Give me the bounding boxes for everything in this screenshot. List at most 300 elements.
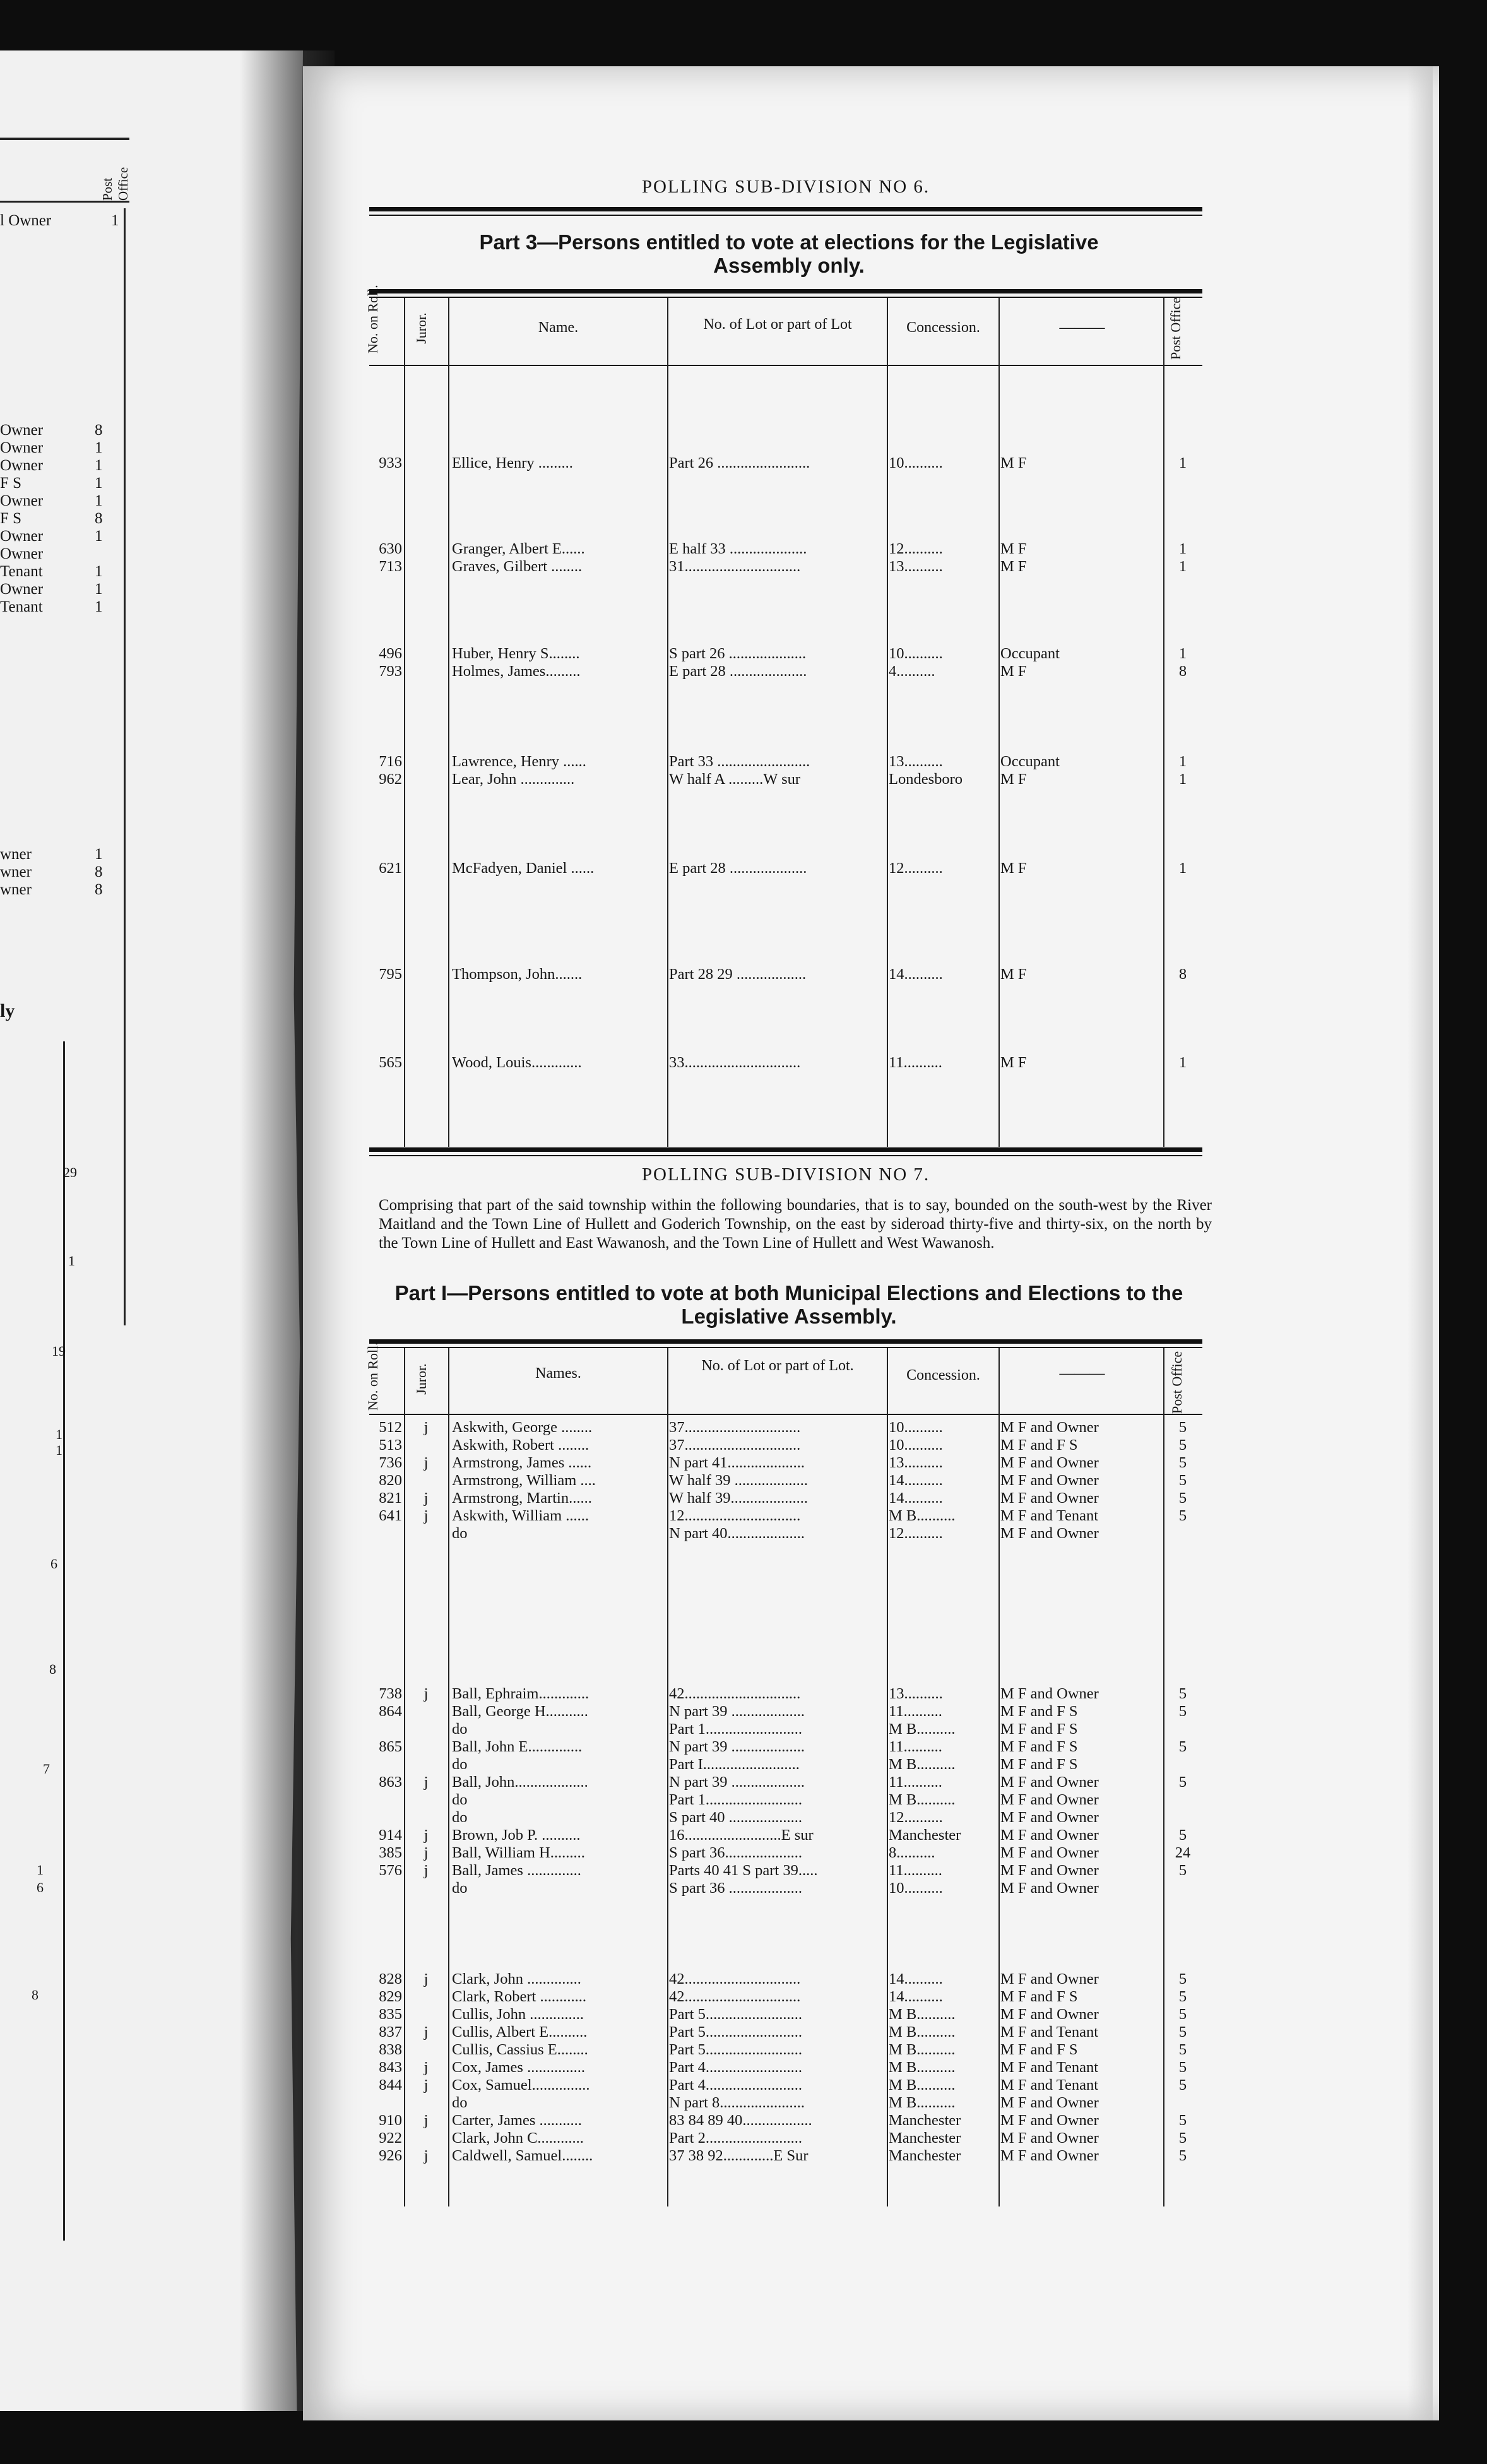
section7-column-line [998, 1348, 1000, 2206]
section7-row-lot: Part 4......................... [669, 2059, 802, 2076]
section7-row-qual: M F and Owner [1000, 2094, 1099, 2111]
section7-row-concession: 11.......... [889, 1774, 942, 1791]
section6-col-lot-header: No. of Lot or part of Lot [703, 316, 852, 333]
section7-column-line [1163, 1348, 1164, 2206]
section7-row-qual: M F and Owner [1000, 1774, 1099, 1791]
section7-column-header-rule [369, 1414, 1202, 1415]
section7-row-name: Ball, James .............. [452, 1862, 581, 1879]
section7-row-juror: j [424, 2112, 429, 2129]
section6-row-concession: 4.......... [889, 663, 935, 680]
section7-row-name: Clark, John .............. [452, 1970, 581, 1987]
section7-row-roll: 844 [379, 2076, 402, 2094]
section7-row-po: 5 [1178, 2147, 1187, 2164]
section6-row-concession: 13.......... [889, 753, 943, 770]
section7-row-po: 5 [1178, 1827, 1187, 1844]
section7-row-lot: 16.........................E sur [669, 1827, 814, 1844]
section7-row-name: do [452, 2094, 468, 2111]
section7-row-name: Askwith, George ........ [452, 1419, 593, 1436]
section6-row-lot: Part 26 ........................ [669, 454, 810, 471]
section6-row-po: 8 [1178, 966, 1187, 983]
section6-header-rule [369, 289, 1202, 293]
section6-row-roll: 793 [379, 663, 402, 680]
section7-row-juror: j [424, 1454, 429, 1471]
left-page-margin-number: 19 [52, 1343, 66, 1359]
section7-row-qual: M F and Owner [1000, 1472, 1099, 1489]
section7-col-qualification-header: ——— [1059, 1365, 1105, 1382]
section7-row-juror: j [424, 1774, 429, 1791]
section7-row-lot: N part 39 ................... [669, 1774, 805, 1791]
section7-row-po: 5 [1178, 1436, 1187, 1454]
left-page-row-po: 8 [95, 422, 103, 439]
section6-top-rule [369, 207, 1202, 211]
left-page-row-po: 1 [95, 581, 103, 598]
section7-row-concession: 10.......... [889, 1436, 943, 1454]
section7-row-roll: 863 [379, 1774, 402, 1791]
section6-column-line [1163, 298, 1164, 1147]
section7-row-qual: M F and Tenant [1000, 1507, 1099, 1524]
section6-row-po: 1 [1178, 645, 1187, 662]
section6-col-roll-header: No. on Roll. [365, 285, 381, 353]
section7-row-juror: j [424, 2059, 429, 2076]
section7-row-qual: M F and Owner [1000, 1862, 1099, 1879]
section6-row-roll: 716 [379, 753, 402, 770]
left-page-row-type: Owner [0, 581, 44, 598]
section7-row-lot: Part 4......................... [669, 2076, 802, 2094]
section7-row-po: 5 [1178, 2112, 1187, 2129]
section7-col-name-header: Names. [535, 1365, 581, 1382]
section6-row-qual: Occupant [1000, 645, 1060, 662]
section7-row-qual: M F and Owner [1000, 1880, 1099, 1897]
left-page-row-po: 8 [95, 863, 103, 880]
section6-col-concession-header: Concession. [906, 319, 980, 336]
section7-row-po: 5 [1178, 1685, 1187, 1702]
section7-row-po: 5 [1178, 1703, 1187, 1720]
left-page-margin-number: 6 [37, 1880, 44, 1895]
section6-header-rule-thin [369, 297, 1202, 298]
section7-row-qual: M F and F S [1000, 1738, 1078, 1755]
left-page-row-type: wner [0, 881, 32, 898]
section6-row-roll: 933 [379, 454, 402, 471]
section7-row-po: 24 [1175, 1844, 1191, 1861]
section7-col-roll-header: No. on Roll. [365, 1342, 381, 1411]
section6-bottom-rule-thin [369, 1155, 1202, 1156]
section7-row-lot: 83 84 89 40.................. [669, 2112, 812, 2129]
section6-row-concession: 13.......... [889, 558, 943, 575]
left-page-margin-number: 7 [43, 1761, 50, 1777]
section7-row-concession: 14.......... [889, 1970, 943, 1987]
section7-row-po: 5 [1178, 1862, 1187, 1879]
section7-row-concession: M B.......... [889, 2076, 956, 2094]
section6-row-concession: 10.......... [889, 454, 943, 471]
section6-row-name: Huber, Henry S........ [452, 645, 580, 662]
section7-row-juror: j [424, 1419, 429, 1436]
section7-row-juror: j [424, 1490, 429, 1507]
section7-column-line [448, 1348, 449, 2206]
section7-row-qual: M F and Owner [1000, 2147, 1099, 2164]
section7-row-name: Cox, James ............... [452, 2059, 585, 2076]
section7-row-lot: S part 36 ................... [669, 1880, 802, 1897]
section7-row-qual: M F and Owner [1000, 1827, 1099, 1844]
section7-row-qual: M F and F S [1000, 1756, 1078, 1773]
section7-row-roll: 864 [379, 1703, 402, 1720]
section6-row-roll: 713 [379, 558, 402, 575]
left-page-row-po: 1 [95, 598, 103, 615]
left-page-rule [0, 138, 129, 140]
section7-row-juror: j [424, 1827, 429, 1844]
section7-row-roll: 641 [379, 1507, 402, 1524]
section7-row-concession: 13.......... [889, 1685, 943, 1702]
section7-row-qual: M F and Owner [1000, 1970, 1099, 1987]
left-page-post-office-header: Post Office [100, 167, 131, 201]
left-page-rule [0, 201, 129, 203]
section7-header-rule [369, 1339, 1202, 1344]
section7-row-name: Cox, Samuel............... [452, 2076, 590, 2094]
section7-row-name: Cullis, Albert E.......... [452, 2023, 588, 2040]
section7-row-name: Ball, John................... [452, 1774, 588, 1791]
section7-column-line [404, 1348, 405, 2206]
section7-row-concession: M B.......... [889, 2041, 956, 2058]
left-page-row-type: Owner [0, 528, 44, 545]
section7-row-qual: M F and Tenant [1000, 2059, 1099, 2076]
section7-row-roll: 926 [379, 2147, 402, 2164]
section7-row-name: do [452, 1791, 468, 1808]
left-page-row-type: Owner [0, 422, 44, 439]
section7-row-lot: 12.............................. [669, 1507, 801, 1524]
section7-row-lot: Part 1......................... [669, 1791, 802, 1808]
section7-row-po: 5 [1178, 1738, 1187, 1755]
section7-row-qual: M F and F S [1000, 2041, 1078, 2058]
section7-row-concession: M B.......... [889, 2023, 956, 2040]
section7-row-qual: M F and Owner [1000, 2129, 1099, 2147]
section7-row-name: Askwith, Robert ........ [452, 1436, 589, 1454]
left-page-row-type: Owner [0, 457, 44, 474]
section6-row-qual: M F [1000, 860, 1027, 877]
section7-row-roll: 512 [379, 1419, 402, 1436]
section7-row-qual: M F and F S [1000, 1721, 1078, 1738]
section7-row-lot: Part 2......................... [669, 2129, 802, 2147]
section6-column-line [998, 298, 1000, 1147]
section7-row-qual: M F and Owner [1000, 1791, 1099, 1808]
section7-row-qual: M F and Owner [1000, 1809, 1099, 1826]
section7-row-concession: 12.......... [889, 1525, 943, 1542]
section6-row-qual: M F [1000, 540, 1027, 557]
section6-col-post-office-header: Post Office [1168, 297, 1183, 360]
section7-row-concession: 12.......... [889, 1809, 943, 1826]
section7-row-lot: S part 40 ................... [669, 1809, 802, 1826]
section7-row-name: Caldwell, Samuel........ [452, 2147, 593, 2164]
left-page-row-po: 1 [95, 563, 103, 580]
left-page-row-po: 8 [95, 510, 103, 527]
section7-row-qual: M F and Owner [1000, 1525, 1099, 1542]
section7-row-roll: 922 [379, 2129, 402, 2147]
left-page-row-type: Owner [0, 439, 44, 456]
section7-row-concession: Manchester [889, 2147, 961, 2164]
section6-title: POLLING SUB-DIVISION NO 6. [641, 177, 930, 197]
section7-row-name: Brown, Job P. .......... [452, 1827, 581, 1844]
section6-column-header-rule [369, 365, 1202, 366]
section7-row-qual: M F and F S [1000, 1988, 1078, 2005]
left-page-row-type: l Owner [0, 212, 52, 229]
section6-row-qual: M F [1000, 966, 1027, 983]
section7-row-lot: W half 39.................... [669, 1490, 809, 1507]
section7-row-concession: M B.......... [889, 2059, 956, 2076]
section7-row-lot: Part 5......................... [669, 2006, 802, 2023]
section7-row-name: Cullis, John .............. [452, 2006, 584, 2023]
section7-row-concession: Manchester [889, 2129, 961, 2147]
section7-row-lot: 37.............................. [669, 1419, 801, 1436]
section6-row-po: 1 [1178, 540, 1187, 557]
section6-row-lot: 31.............................. [669, 558, 801, 575]
section7-row-po: 5 [1178, 1988, 1187, 2005]
left-page-margin-number: 8 [32, 1987, 39, 2003]
section6-row-concession: 10.......... [889, 645, 943, 662]
section7-row-po: 5 [1178, 1472, 1187, 1489]
section7-row-concession: Manchester [889, 2112, 961, 2129]
section6-row-lot: E part 28 .................... [669, 860, 807, 877]
section7-row-juror: j [424, 2023, 429, 2040]
section7-row-qual: M F and Owner [1000, 1454, 1099, 1471]
section6-row-name: Graves, Gilbert ........ [452, 558, 583, 575]
left-page-row-type: Tenant [0, 563, 43, 580]
section6-row-name: Wood, Louis............. [452, 1054, 582, 1071]
section6-row-name: Granger, Albert E...... [452, 540, 585, 557]
section7-row-lot: Part 5......................... [669, 2023, 802, 2040]
section7-row-juror: j [424, 1970, 429, 1987]
section7-row-lot: N part 41.................... [669, 1454, 805, 1471]
section7-row-roll: 910 [379, 2112, 402, 2129]
section7-row-name: Ball, George H........... [452, 1703, 588, 1720]
section7-row-name: do [452, 1525, 468, 1542]
left-page-row-type: wner [0, 846, 32, 863]
section7-row-qual: M F and Owner [1000, 1685, 1099, 1702]
section7-row-lot: S part 36.................... [669, 1844, 802, 1861]
section7-row-name: Ball, John E.............. [452, 1738, 583, 1755]
section6-row-lot: 33.............................. [669, 1054, 801, 1071]
section7-part-heading: Part I—Persons entitled to vote at both Municipal Elections and Elections to the Legislative Assembly. [394, 1281, 1183, 1328]
section7-row-name: Clark, Robert ............ [452, 1988, 586, 2005]
section7-row-name: Ball, William H......... [452, 1844, 585, 1861]
section7-row-lot: 42.............................. [669, 1988, 801, 2005]
section7-row-concession: Manchester [889, 1827, 961, 1844]
section7-title: POLLING SUB-DIVISION NO 7. [641, 1164, 930, 1185]
section6-row-lot: W half A .........W sur [669, 771, 801, 788]
section7-row-name: Askwith, William ...... [452, 1507, 589, 1524]
section7-row-roll: 736 [379, 1454, 402, 1471]
left-page-row-type: wner [0, 863, 32, 880]
section7-row-lot: N part 8...................... [669, 2094, 805, 2111]
section7-row-lot: Part I......................... [669, 1756, 800, 1773]
section7-row-concession: M B.......... [889, 1756, 956, 1773]
section6-row-concession: 12.......... [889, 860, 943, 877]
section7-row-po: 5 [1178, 1774, 1187, 1791]
section7-row-roll: 837 [379, 2023, 402, 2040]
section7-row-concession: 14.......... [889, 1490, 943, 1507]
section7-row-lot: 37 38 92.............E Sur [669, 2147, 809, 2164]
section7-row-qual: M F and F S [1000, 1703, 1078, 1720]
section7-row-lot: W half 39 ................... [669, 1472, 809, 1489]
section7-row-concession: M B.......... [889, 2094, 956, 2111]
section7-row-lot: Part 5......................... [669, 2041, 802, 2058]
section7-column-line [667, 1348, 668, 2206]
section6-row-roll: 565 [379, 1054, 402, 1071]
left-page-row-type: F S [0, 475, 22, 492]
section6-col-name-header: Name. [538, 319, 579, 336]
left-page-margin-number: 1 [68, 1253, 75, 1269]
left-page-row-po: 1 [95, 846, 103, 863]
section7-row-qual: M F and Owner [1000, 1844, 1099, 1861]
section6-row-qual: M F [1000, 558, 1027, 575]
section7-row-roll: 835 [379, 2006, 402, 2023]
section7-row-juror: j [424, 1507, 429, 1524]
section6-row-po: 1 [1178, 558, 1187, 575]
section7-row-roll: 385 [379, 1844, 402, 1861]
section7-row-lot: 42.............................. [669, 1685, 801, 1702]
section7-row-concession: 14.......... [889, 1472, 943, 1489]
section7-row-po: 5 [1178, 2059, 1187, 2076]
section7-row-name: Clark, John C............ [452, 2129, 584, 2147]
section7-row-lot: N part 40.................... [669, 1525, 805, 1542]
section7-row-lot: 42.............................. [669, 1970, 801, 1987]
section7-row-concession: M B.......... [889, 1507, 956, 1524]
section6-row-name: Thompson, John....... [452, 966, 583, 983]
section6-row-name: McFadyen, Daniel ...... [452, 860, 595, 877]
section6-row-concession: 11.......... [889, 1054, 942, 1071]
section6-row-qual: M F [1000, 771, 1027, 788]
section6-row-concession: 12.......... [889, 540, 943, 557]
section6-row-concession: 14.......... [889, 966, 943, 983]
section6-row-po: 1 [1178, 753, 1187, 770]
section7-row-qual: M F and Owner [1000, 2006, 1099, 2023]
left-page-row-type: Owner [0, 492, 44, 509]
section7-row-name: do [452, 1809, 468, 1826]
left-page-margin-number: 29 [63, 1164, 77, 1180]
section7-row-name: do [452, 1721, 468, 1738]
left-page-row-po: 1 [95, 475, 103, 492]
section7-row-po: 5 [1178, 1454, 1187, 1471]
section7-row-concession: 11.......... [889, 1862, 942, 1879]
page-edge [1407, 66, 1433, 2420]
section7-column-line [887, 1348, 888, 2206]
section7-row-qual: M F and F S [1000, 1436, 1078, 1454]
section7-header-rule-thin [369, 1347, 1202, 1348]
left-page-margin-number: 6 [50, 1556, 57, 1572]
section6-row-name: Ellice, Henry ......... [452, 454, 573, 471]
section7-row-juror: j [424, 1844, 429, 1861]
section7-row-concession: 13.......... [889, 1454, 943, 1471]
section7-row-juror: j [424, 2147, 429, 2164]
section7-row-roll: 820 [379, 1472, 402, 1489]
section7-row-name: Armstrong, Martin...... [452, 1490, 592, 1507]
section7-row-qual: M F and Tenant [1000, 2076, 1099, 2094]
section7-row-roll: 821 [379, 1490, 402, 1507]
section7-row-name: do [452, 1880, 468, 1897]
section7-col-lot-header: No. of Lot or part of Lot. [701, 1358, 854, 1374]
section6-row-name: Holmes, James......... [452, 663, 581, 680]
section6-row-qual: M F [1000, 454, 1027, 471]
section7-row-concession: 10.......... [889, 1419, 943, 1436]
section7-row-concession: 10.......... [889, 1880, 943, 1897]
section7-row-qual: M F and Owner [1000, 2112, 1099, 2129]
section7-row-lot: N part 39 ................... [669, 1738, 805, 1755]
section7-row-po: 5 [1178, 1970, 1187, 1987]
section7-row-name: Cullis, Cassius E........ [452, 2041, 588, 2058]
section7-row-qual: M F and Owner [1000, 1419, 1099, 1436]
section6-column-line [887, 298, 888, 1147]
left-page-row-type: F S [0, 510, 22, 527]
section6-row-roll: 496 [379, 645, 402, 662]
section7-row-concession: 14.......... [889, 1988, 943, 2005]
section6-top-rule-thin [369, 215, 1202, 216]
left-page-row-type: Owner [0, 545, 44, 562]
section6-row-lot: Part 33 ........................ [669, 753, 810, 770]
section7-col-concession-header: Concession. [906, 1367, 980, 1383]
section6-row-po: 1 [1178, 454, 1187, 471]
section7-row-roll: 738 [379, 1685, 402, 1702]
section6-column-line [448, 298, 449, 1147]
left-page-margin-number: 8 [49, 1661, 56, 1677]
section7-row-roll: 576 [379, 1862, 402, 1879]
section6-row-po: 1 [1178, 771, 1187, 788]
section6-row-qual: Occupant [1000, 753, 1060, 770]
section7-row-name: Armstrong, William .... [452, 1472, 596, 1489]
section7-row-juror: j [424, 1685, 429, 1702]
left-page-row-type: Tenant [0, 598, 43, 615]
left-page-row-po: 8 [95, 881, 103, 898]
section6-col-juror-header: Juror. [413, 312, 429, 344]
section7-row-po: 5 [1178, 2129, 1187, 2147]
left-page-row-po: 1 [95, 528, 103, 545]
section7-row-roll: 828 [379, 1970, 402, 1987]
section7-row-po: 5 [1178, 1507, 1187, 1524]
section7-row-concession: 11.......... [889, 1703, 942, 1720]
section7-row-juror: j [424, 2076, 429, 2094]
section6-row-qual: M F [1000, 1054, 1027, 1071]
left-page-column-line [124, 208, 126, 1325]
left-page-column-line [63, 1041, 65, 2241]
left-page-margin-number: 1 [56, 1426, 62, 1442]
section7-row-roll: 914 [379, 1827, 402, 1844]
section7-row-roll: 513 [379, 1436, 402, 1454]
section7-row-po: 5 [1178, 2041, 1187, 2058]
section7-row-concession: M B.......... [889, 1791, 956, 1808]
section6-row-name: Lawrence, Henry ...... [452, 753, 586, 770]
section6-bottom-rule [369, 1147, 1202, 1152]
section7-row-name: Ball, Ephraim............. [452, 1685, 589, 1702]
section7-row-lot: N part 39 ................... [669, 1703, 805, 1720]
left-page-margin-number: 1 [37, 1862, 44, 1878]
left-page-fragment-text: ly [0, 1000, 15, 1021]
section7-row-roll: 838 [379, 2041, 402, 2058]
section7-row-po: 5 [1178, 2023, 1187, 2040]
section6-row-qual: M F [1000, 663, 1027, 680]
section6-row-roll: 962 [379, 771, 402, 788]
section7-row-name: Armstrong, James ...... [452, 1454, 592, 1471]
section6-part-heading: Part 3—Persons entitled to vote at elections for the Legislative Assembly only. [479, 230, 1099, 277]
left-page-row-po: 1 [95, 457, 103, 474]
section7-col-post-office-header: Post Office [1169, 1351, 1185, 1414]
section6-row-roll: 621 [379, 860, 402, 877]
section6-row-lot: E part 28 .................... [669, 663, 807, 680]
section7-row-roll: 843 [379, 2059, 402, 2076]
section7-row-lot: 37.............................. [669, 1436, 801, 1454]
section7-row-qual: M F and Tenant [1000, 2023, 1099, 2040]
section6-row-name: Lear, John .............. [452, 771, 575, 788]
section6-row-concession: Londesboro [889, 771, 963, 788]
section7-row-lot: Parts 40 41 S part 39..... [669, 1862, 818, 1879]
section6-row-po: 1 [1178, 1054, 1187, 1071]
section6-row-roll: 630 [379, 540, 402, 557]
left-page-row-po: 1 [95, 439, 103, 456]
